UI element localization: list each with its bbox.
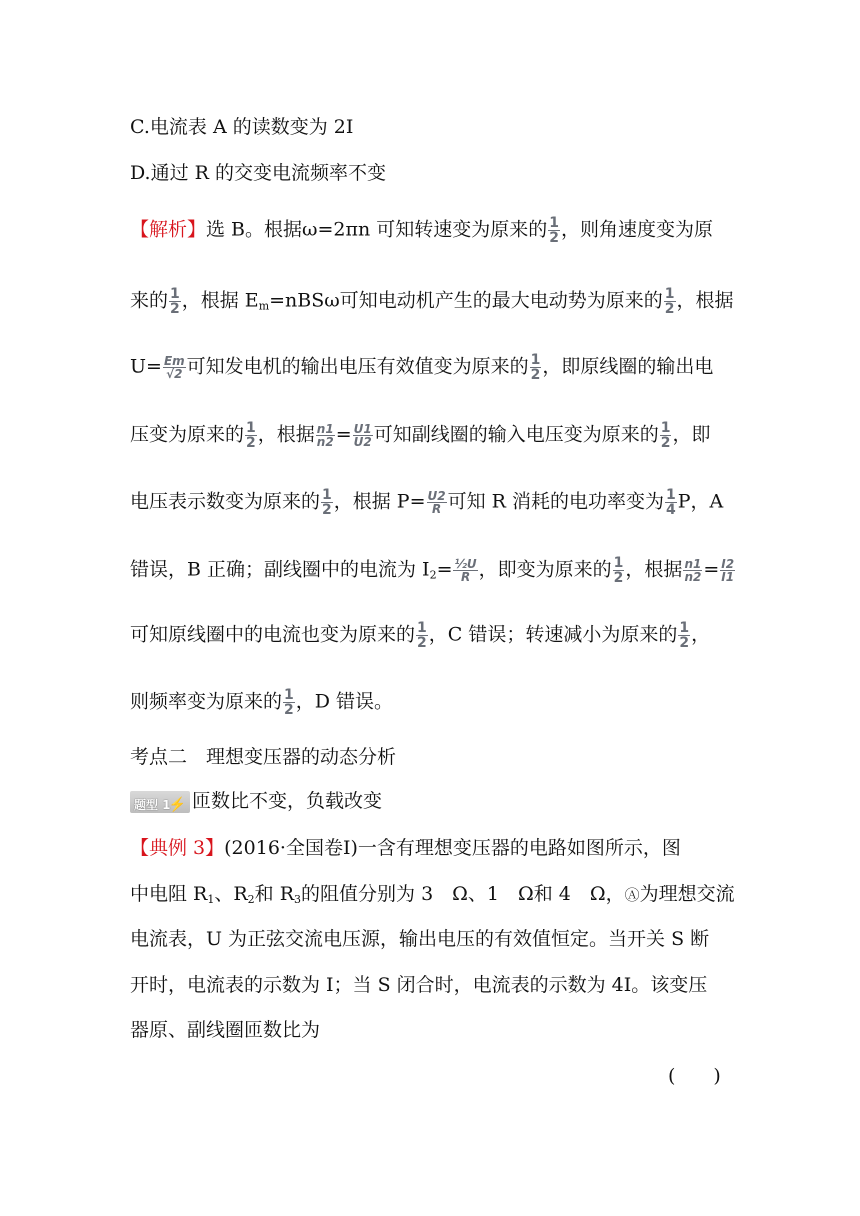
option-c: C.电流表 A 的读数变为 2I	[130, 116, 354, 138]
analysis-text: ，根据 P=	[333, 490, 426, 513]
analysis-line-5	[130, 488, 723, 517]
section-heading: 考点二 理想变压器的动态分析	[130, 746, 397, 768]
answer-bracket: ( )	[668, 1065, 721, 1087]
analysis-line-7	[130, 621, 710, 650]
analysis-text: ，根据	[676, 289, 734, 312]
analysis-text: =	[436, 558, 453, 581]
fraction-half: $\frac{1}{2}$	[660, 420, 671, 451]
fraction-half: $\frac{1}{2}$	[284, 687, 294, 718]
example-line-1	[130, 836, 681, 860]
analysis-text: 可知 R 消耗的电功率变为	[447, 490, 664, 513]
fraction-half: $\frac{1}{2}$	[530, 352, 541, 383]
analysis-text: ，C 错误；转速减小为原来的	[428, 623, 678, 646]
example-line-5: 器原、副线圈匝数比为	[130, 1019, 321, 1041]
fraction-i2-i1: $\frac{I2}{I1}$	[721, 557, 735, 584]
fraction-quarter: $\frac{1}{4}$	[666, 487, 676, 518]
analysis-text: 可知副线圈的输入电压变为原来的	[373, 423, 659, 446]
analysis-line-8	[130, 688, 393, 717]
analysis-text: 电压表示数变为原来的	[130, 490, 321, 513]
fraction-em-over-root2: $\frac{Em}{√2}$	[163, 354, 185, 381]
analysis-text: 可知发电机的输出电压有效值变为原来的	[186, 355, 529, 378]
analysis-text: ，即	[672, 423, 711, 446]
example-label: 【典例 3】	[130, 837, 225, 859]
analysis-line-1	[130, 216, 713, 245]
analysis-label: 【解析】	[130, 218, 207, 241]
fraction-half: $\frac{1}{2}$	[613, 555, 624, 586]
fraction-half: $\frac{1}{2}$	[664, 286, 675, 317]
example-line-3: 电流表，U 为正弦交流电压源，输出电压的有效值恒定。当开关 S 断	[130, 928, 710, 950]
question-type-text: 匝数比不变，负载改变	[192, 790, 383, 812]
fraction-half: $\frac{1}{2}$	[679, 620, 690, 651]
fraction-half: $\frac{1}{2}$	[246, 420, 256, 451]
option-d: D.通过 R 的交变电流频率不变	[130, 162, 386, 184]
fraction-u2-over-r: $\frac{U2}{R}$	[427, 489, 446, 516]
analysis-text: ，	[691, 623, 711, 646]
analysis-line-4: 压变为原来的 $\frac{1}{2}$ ，根据 $\frac{n1}{n2}$ = $\frac{U1}{U2}$ 可知副线圈的输入电压变为原来的 $\frac{1}{2}$ ，即	[130, 420, 711, 451]
subscript: 2	[429, 568, 437, 582]
question-type-badge: 题型 1 ⚡	[130, 791, 190, 813]
analysis-text: 选 B。根据ω=2πn 可知转速变为原来的	[206, 218, 548, 241]
analysis-text: ，根据	[257, 423, 315, 446]
analysis-text: ，D 错误。	[295, 690, 394, 713]
question-type-line	[130, 789, 382, 813]
analysis-text: ，即原线圈的输出电	[542, 355, 714, 378]
analysis-text: ，根据	[625, 558, 683, 581]
analysis-text: U=	[130, 355, 162, 378]
fraction-half: $\frac{1}{2}$	[170, 286, 180, 317]
analysis-line-3	[130, 353, 713, 382]
example-text: (2016·全国卷Ⅰ)一含有理想变压器的电路如图所示，图	[224, 837, 681, 859]
analysis-text: P，A	[677, 490, 724, 513]
analysis-text: ，则角速度变为原	[561, 218, 714, 241]
analysis-line-6: 错误，B 正确；副线圈中的电流为 $I_2=$ $\frac{\text{½U}}{R}$ ，即变为原来的 $\frac{1}{2}$ ，根据 $\frac{n1}{n2}$ = $\frac{I2}{I1}$	[130, 555, 735, 586]
fraction-half: $\frac{1}{2}$	[417, 620, 427, 651]
analysis-line-2	[130, 287, 734, 319]
analysis-text: 压变为原来的	[130, 423, 245, 446]
fraction-half: $\frac{1}{2}$	[322, 487, 332, 518]
analysis-text: ，根据 E	[181, 289, 259, 312]
analysis-text: ，即变为原来的	[478, 558, 612, 581]
analysis-text: 则频率变为原来的	[130, 690, 283, 713]
fraction-u1-u2: $\frac{U1}{U2}$	[353, 422, 372, 449]
analysis-text: 错误，B 正确；副线圈中的电流为 I	[130, 558, 430, 581]
analysis-text: =nBSω可知电动机产生的最大电动势为原来的	[269, 289, 663, 312]
fraction-n1-n2: $\frac{n1}{n2}$	[684, 557, 702, 584]
fraction-half-u-over-r: $\frac{\text{½U}}{R}$	[454, 557, 477, 584]
fraction-n1-n2: $\frac{n1}{n2}$	[316, 422, 334, 449]
example-line-2: 中电阻 $R_1$、$R_2$和 $R_3$的阻值分别为 3 Ω、1 Ω和 4 Ω，Ⓐ为理想交流	[130, 883, 735, 906]
lightning-icon: ⚡	[168, 797, 186, 813]
example-line-4: 开时，电流表的示数为 I；当 S 闭合时，电流表的示数为 4I。该变压	[130, 974, 708, 996]
subscript: m	[258, 299, 270, 313]
ammeter-symbol: Ⓐ	[624, 886, 640, 904]
analysis-text: 来的	[130, 289, 169, 312]
fraction-half: $\frac{1}{2}$	[549, 215, 560, 246]
analysis-text: 可知原线圈中的电流也变为原来的	[130, 623, 416, 646]
